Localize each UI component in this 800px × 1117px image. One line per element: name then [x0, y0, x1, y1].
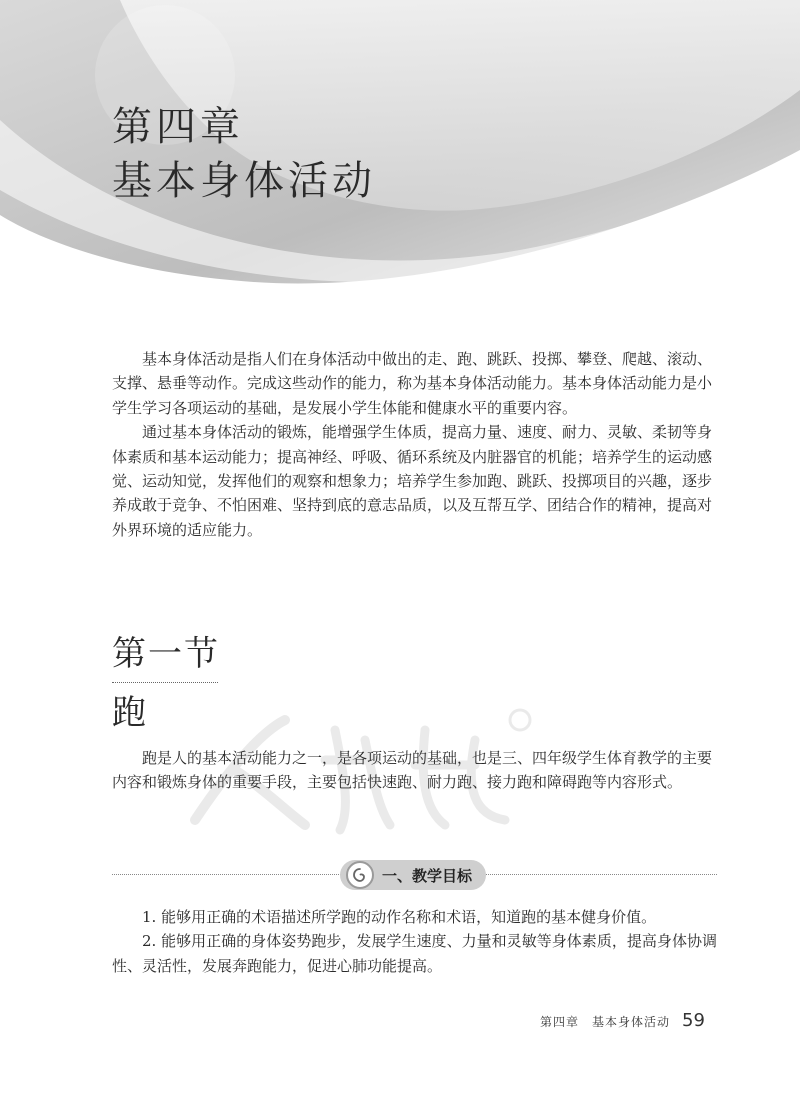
section-divider	[112, 682, 218, 683]
chapter-number: 第四章	[112, 104, 244, 150]
intro-paragraph: 基本身体活动是指人们在身体活动中做出的走、跑、跳跃、投掷、攀登、爬越、滚动、支撑、悬垂等动作。完成这些动作的能力，称为基本身体活动能力。基本身体活动能力是小学生学习各项运动的基础，是发展小学生体能和健康水平的重要内容。	[112, 350, 713, 417]
section-name: 跑	[112, 693, 148, 733]
swirl-icon	[346, 861, 374, 889]
objectives-heading-bar	[112, 860, 717, 890]
chapter-intro	[112, 347, 712, 542]
objective-item: 1. 能够用正确的术语描述所学跑的动作名称和术语，知道跑的基本健身价值。	[142, 908, 657, 926]
page-number: 59	[682, 1010, 705, 1031]
page-footer	[540, 1010, 705, 1031]
section-intro	[112, 746, 712, 795]
chapter-title	[112, 100, 376, 208]
objectives-heading: 一、教学目标	[382, 866, 473, 885]
section-paragraph: 跑是人的基本活动能力之一，是各项运动的基础，也是三、四年级学生体育教学的主要内容和锻炼身体的重要手段，主要包括快速跑、耐力跑、接力跑和障碍跑等内容形式。	[112, 749, 713, 792]
intro-paragraph: 通过基本身体活动的锻炼，能增强学生体质，提高力量、速度、耐力、灵敏、柔韧等身体素质和基本运动能力；提高神经、呼吸、循环系统及内脏器官的机能；培养学生的运动感觉、运动知觉，发挥他们的观察和想象力；培养学生参加跑、跳跃、投掷项目的兴趣，逐步养成敢于竞争、不怕困难、坚持到底的意志品质，以及互帮互学、团结合作的精神，提高对外界环境的适应能力。	[112, 423, 713, 539]
chapter-name: 基本身体活动	[112, 158, 376, 204]
objectives-badge	[340, 860, 486, 890]
objective-item: 2. 能够用正确的身体姿势跑步，发展学生速度、力量和灵敏等身体素质，提高身体协调性、灵活性，发展奔跑能力，促进心肺功能提高。	[112, 932, 717, 975]
footer-chapter-label: 第四章 基本身体活动	[540, 1015, 671, 1029]
section-number: 第一节	[112, 634, 220, 674]
objectives-list	[112, 905, 717, 978]
